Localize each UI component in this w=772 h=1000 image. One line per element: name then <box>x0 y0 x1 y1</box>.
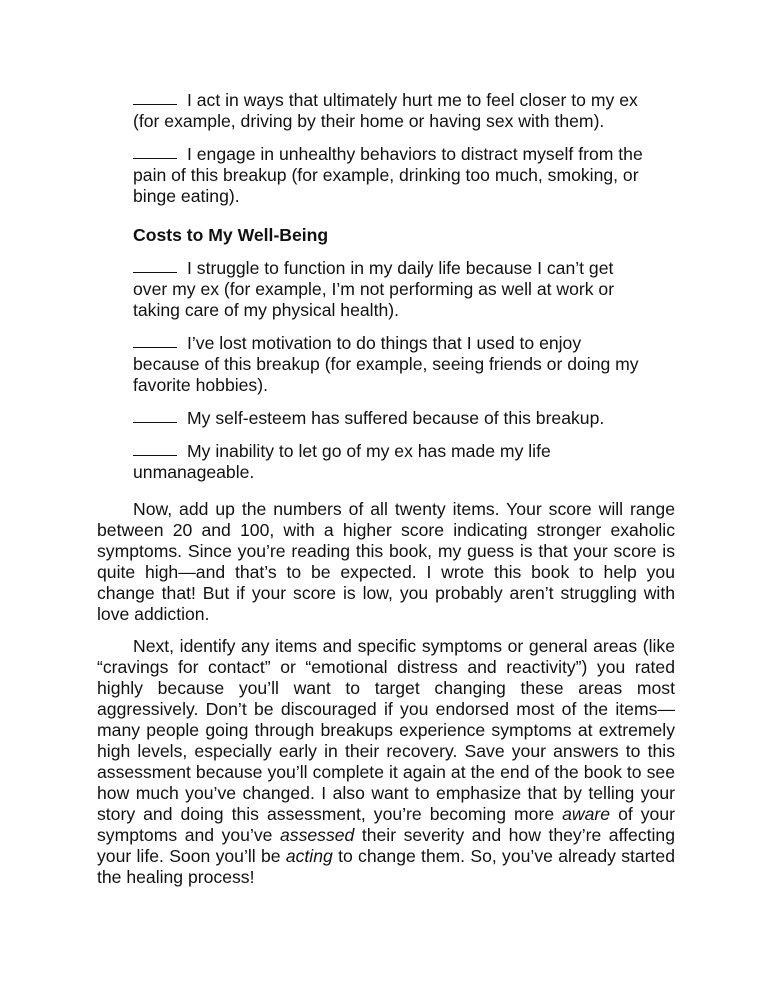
checklist-item <box>133 441 643 483</box>
item-text: I engage in unhealthy behaviors to distract myself from the pain of this breakup (for example, drinking too much, smoking, or binge eating). <box>133 144 643 206</box>
document-page <box>0 90 772 899</box>
score-blank[interactable] <box>133 421 177 423</box>
item-text: I act in ways that ultimately hurt me to feel closer to my ex (for example, driving by their home or having sex with them). <box>133 90 638 131</box>
emphasis-acting: acting <box>285 846 333 866</box>
item-text: My self-esteem has suffered because of this breakup. <box>187 408 605 428</box>
score-blank[interactable] <box>133 346 177 348</box>
emphasis-aware: aware <box>562 804 611 824</box>
item-text: I’ve lost motivation to do things that I used to enjoy because of this breakup (for example, seeing friends or doing my favorite hobbies). <box>133 333 639 395</box>
score-blank[interactable] <box>133 271 177 273</box>
score-blank[interactable] <box>133 157 177 159</box>
paragraph-scoring: Now, add up the numbers of all twenty items. Your score will range between 20 and 100, with a higher score indicating stronger exaholic symptoms. Since you’re reading this book, my guess is that your score is quite high—and that’s to be expected. I wrote this book to help you change that! But if your score is low, you probably aren’t struggling with love addiction. <box>97 499 675 624</box>
checklist <box>133 90 643 483</box>
emphasis-assessed: assessed <box>279 825 355 845</box>
checklist-item <box>133 144 643 207</box>
paragraph-next-steps <box>97 636 675 888</box>
section-heading: Costs to My Well-Being <box>133 225 329 245</box>
text-run: of your symptoms and you’ve <box>97 804 675 845</box>
score-blank[interactable] <box>133 454 177 456</box>
checklist-item <box>133 258 643 321</box>
text-run: to change them. So, you’ve already started the healing process! <box>97 846 675 887</box>
item-text: I struggle to function in my daily life because I can’t get over my ex (for example, I’m not performing as well at work or taking care of my physical health). <box>133 258 615 320</box>
score-blank[interactable] <box>133 103 177 105</box>
item-text: My inability to let go of my ex has made my life unmanageable. <box>133 441 551 482</box>
body-text <box>97 499 675 888</box>
text-run: Next, identify any items and specific symptoms or general areas (like “cravings for contact” or “emotional distress and reactivity”) you rated highly because you’ll want to target changing these areas most aggressively. Don’t be discouraged if you endorsed most of the items—many people going through breakups experience symptoms at extremely high levels, especially early in their recovery. Save your answers to this assessment because you’ll complete it again at the end of the book to see how much you’ve changed. I also want to emphasize that by telling your story and doing this assessment, you’re becoming more <box>97 636 675 824</box>
text-run: their severity and how they’re affecting your life. Soon you’ll be <box>97 825 675 866</box>
checklist-item <box>133 90 643 132</box>
checklist-item <box>133 333 643 396</box>
checklist-item <box>133 408 643 429</box>
